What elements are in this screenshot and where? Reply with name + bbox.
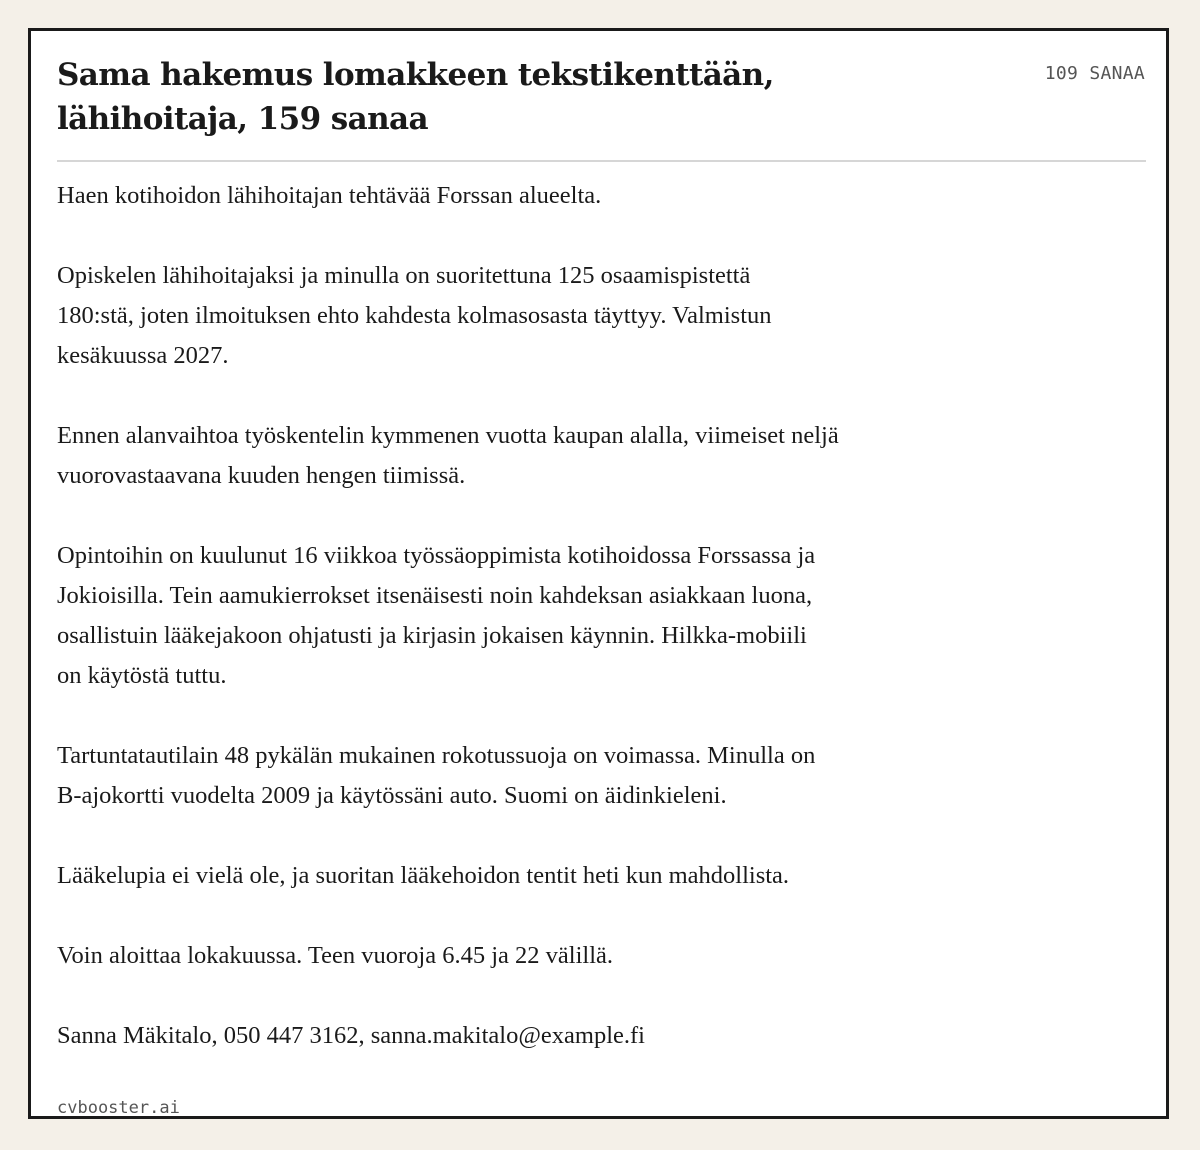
header-divider — [57, 160, 1146, 162]
footer-brand: cvbooster.ai — [57, 1098, 180, 1118]
paragraph-availability: Voin aloittaa lokakuussa. Teen vuoroja 6.45 ja 22 välillä. — [57, 942, 613, 969]
paragraph-requirements: Tartuntatautilain 48 pykälän mukainen rokotussuoja on voimassa. Minulla on B-ajokortti vuodelta 2009 ja käytössäni auto. Suomi on äidinkieleni. — [57, 742, 816, 809]
paragraph-background: Ennen alanvaihtoa työskentelin kymmenen vuotta kaupan alalla, viimeiset neljä vuorovastaavana kuuden hengen tiimissä. — [57, 422, 839, 489]
page-title — [57, 53, 957, 141]
title-line-1: Sama hakemus lomakkeen tekstikenttään, — [57, 57, 774, 93]
title-line-2: lähihoitaja, 159 sanaa — [57, 101, 429, 137]
application-card — [28, 28, 1169, 1119]
card-header — [57, 53, 1145, 163]
application-text — [57, 176, 1037, 1056]
paragraph-medication: Lääkelupia ei vielä ole, ja suoritan lääkehoidon tentit heti kun mahdollista. — [57, 862, 790, 889]
paragraph-contact: Sanna Mäkitalo, 050 447 3162, sanna.makitalo@example.fi — [57, 1022, 645, 1049]
paragraph-studies: Opiskelen lähihoitajaksi ja minulla on suoritettuna 125 osaamispistettä 180:stä, joten ilmoituksen ehto kahdesta kolmasosasta täyttyy. Valmistun kesäkuussa 2027. — [57, 262, 772, 369]
word-count-badge: 109 SANAA — [1044, 63, 1145, 84]
paragraph-intro: Haen kotihoidon lähihoitajan tehtävää Forssan alueelta. — [57, 182, 602, 209]
paragraph-internship: Opintoihin on kuulunut 16 viikkoa työssäoppimista kotihoidossa Forssassa ja Jokioisilla. Tein aamukierrokset itsenäisesti noin kahdeksan asiakkaan luona, osallistuin lääkejakoon ohjatusti ja kirjasin jokaisen käynnin. Hilkka-mobiili on käytöstä tuttu. — [57, 542, 816, 689]
